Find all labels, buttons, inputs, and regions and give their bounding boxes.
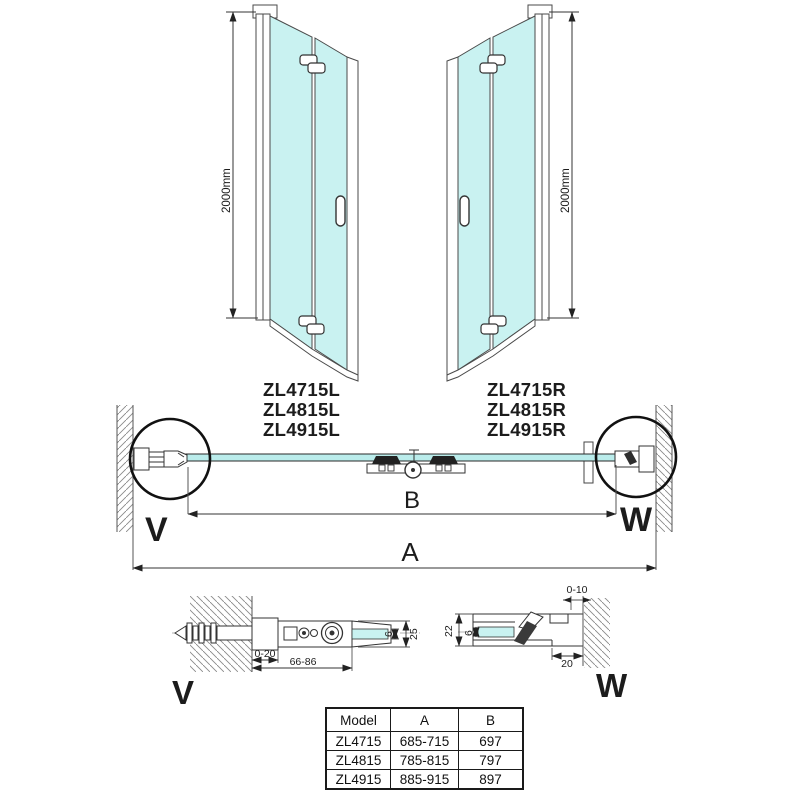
- detail-v-title: V: [172, 674, 195, 711]
- cell-b: 797: [459, 751, 524, 770]
- detail-w-glass: [478, 627, 514, 637]
- detail-w-glass-dim: 6: [463, 630, 475, 636]
- plan-wall-bracket-w: [615, 446, 654, 472]
- detail-v-drawing: [172, 596, 420, 711]
- cell-b: 697: [459, 732, 524, 751]
- cell-a: 885-915: [391, 770, 459, 790]
- height-dim-label-left: 2000mm: [221, 168, 233, 213]
- cell-model: ZL4915: [326, 770, 391, 790]
- height-dim-label-right: 2000mm: [560, 168, 572, 213]
- cell-model: ZL4715: [326, 732, 391, 751]
- plan-view: [117, 405, 676, 570]
- door-left-drawing: [221, 5, 358, 381]
- col-header-b: B: [459, 708, 524, 732]
- detail-w-drawing: [443, 584, 628, 704]
- dim-b-label: B: [403, 487, 421, 514]
- model-label: ZL4715L: [263, 379, 341, 400]
- detail-v-offset-dim: 0-20: [254, 648, 276, 660]
- detail-v-width-dim: 66-86: [289, 656, 317, 668]
- plan-wall-bracket-v: [134, 448, 187, 470]
- detail-w-title: W: [596, 667, 628, 704]
- model-list-left: [263, 379, 340, 440]
- detail-v-glass-dim: 6: [383, 631, 395, 637]
- detail-v-profile-dim: 25: [408, 628, 420, 640]
- plan-glass-line: [186, 454, 616, 461]
- callout-w-label: W: [620, 501, 653, 539]
- table-row: [326, 732, 523, 751]
- model-label: ZL4915R: [487, 419, 567, 440]
- table-row: [326, 770, 523, 790]
- cell-model: ZL4815: [326, 751, 391, 770]
- model-list-right: [487, 379, 566, 440]
- callout-v-label: V: [145, 511, 168, 549]
- model-label: ZL4815R: [487, 399, 567, 420]
- cell-a: 785-815: [391, 751, 459, 770]
- detail-w-height-dim: 22: [443, 625, 455, 637]
- table-header-row: [326, 708, 523, 732]
- door-right-drawing: [447, 5, 579, 381]
- col-header-a: A: [391, 708, 459, 732]
- model-label: ZL4715R: [487, 379, 567, 400]
- col-header-model: Model: [326, 708, 391, 732]
- model-label: ZL4815L: [263, 399, 341, 420]
- spec-table: [325, 707, 524, 790]
- detail-w-depth-dim: 20: [561, 658, 573, 670]
- model-label: ZL4915L: [263, 419, 341, 440]
- cell-b: 897: [459, 770, 524, 790]
- cell-a: 685-715: [391, 732, 459, 751]
- table-row: [326, 751, 523, 770]
- detail-w-gap-dim: 0-10: [566, 584, 588, 596]
- dim-a-label: A: [401, 537, 419, 567]
